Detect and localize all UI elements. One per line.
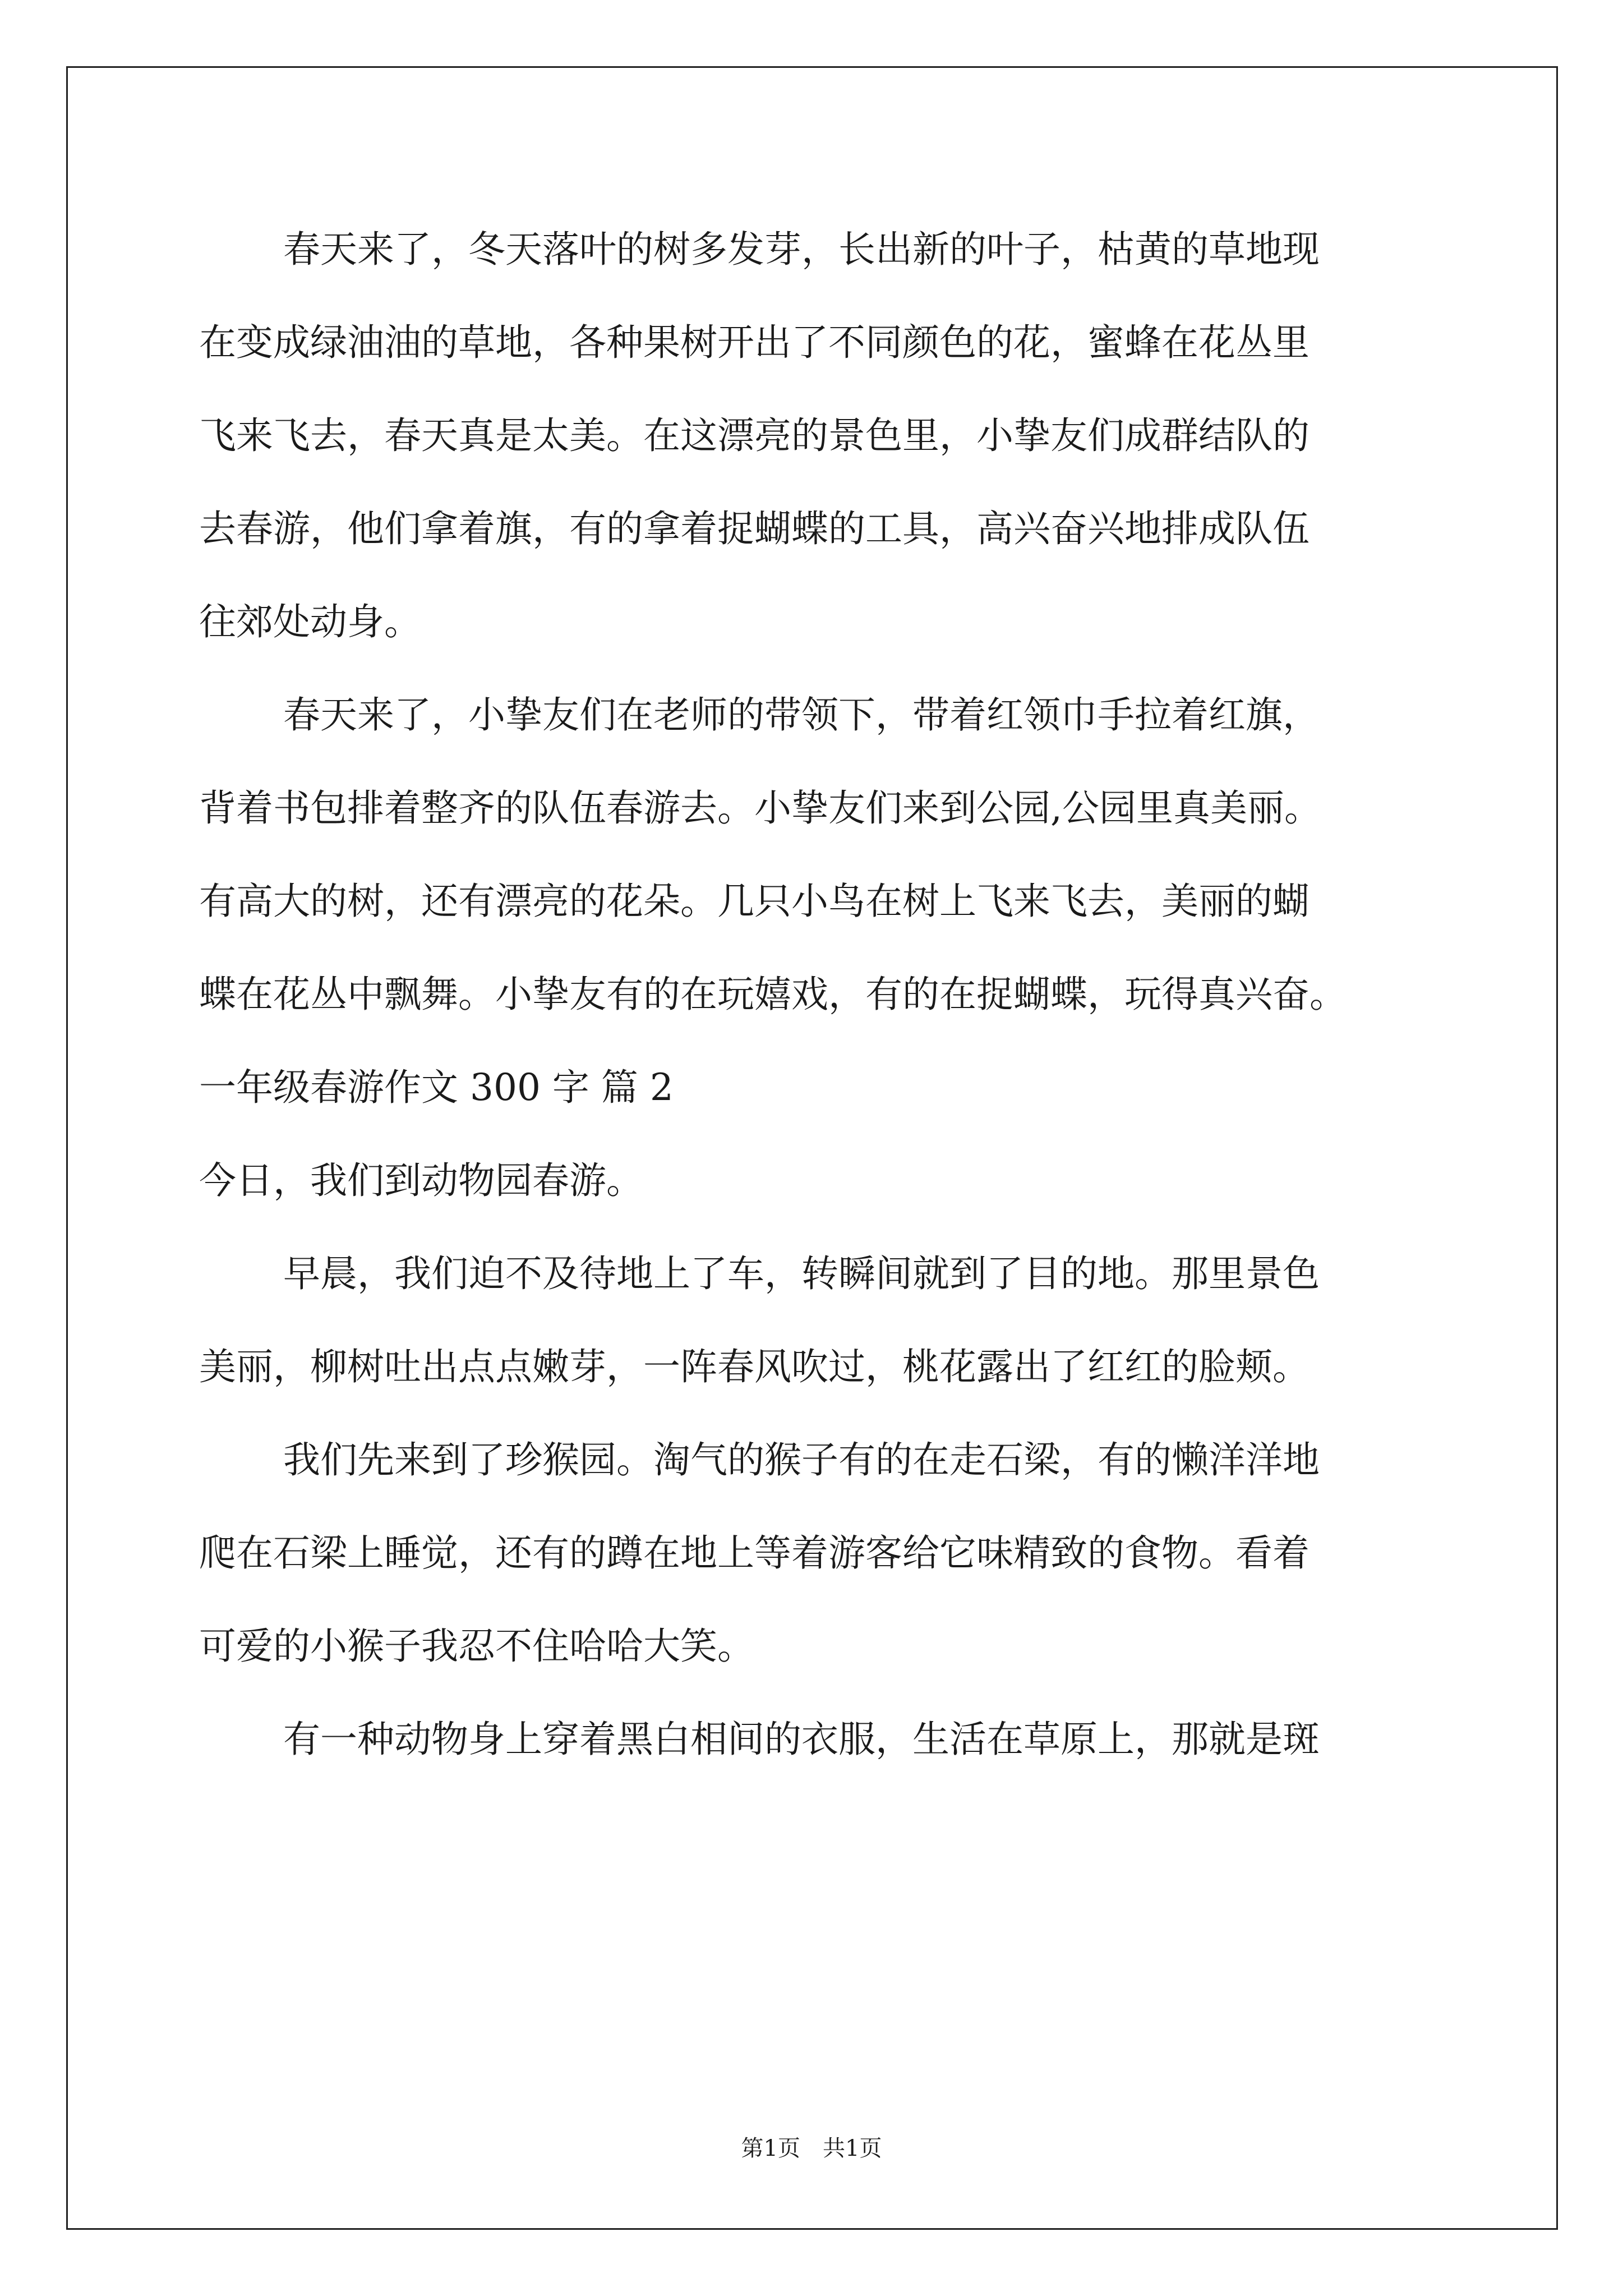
text-line: 春天来了，冬天落叶的树多发芽，长出新的叶子，枯黄的草地现 [283,228,1320,271]
text-line: 飞来飞去，春天真是太美。在这漂亮的景色里，小挚友们成群结队的 [199,414,1310,457]
text-line: 美丽，柳树吐出点点嫩芽，一阵春风吹过，桃花露出了红红的脸颊。 [199,1345,1310,1388]
text-line: 我们先来到了珍猴园。淘气的猴子有的在走石梁，有的懒洋洋地 [283,1438,1320,1481]
text-line: 蝶在花丛中飘舞。小挚友有的在玩嬉戏，有的在捉蝴蝶，玩得真兴奋。 [199,973,1347,1016]
text-line: 爬在石梁上睡觉，还有的蹲在地上等着游客给它味精致的食物。看着 [199,1531,1310,1575]
text-line: 有一种动物身上穿着黑白相间的衣服，生活在草原上，那就是斑 [283,1718,1320,1761]
page-number-total: 共1页 [823,2136,882,2161]
document-body [199,216,1427,1799]
text-line: 往郊处动身。 [199,600,421,643]
text-line: 在变成绿油油的草地，各种果树开出了不同颜色的花，蜜蜂在花丛里 [199,321,1310,364]
page-footer [0,2132,1623,2165]
text-line: 有高大的树，还有漂亮的花朵。几只小鸟在树上飞来飞去，美丽的蝴 [199,880,1310,923]
page-number-current: 第1页 [741,2136,800,2161]
text-line: 春天来了，小挚友们在老师的带领下，带着红领巾手拉着红旗， [283,693,1320,737]
text-line: 可爱的小猴子我忍不住哈哈大笑。 [199,1625,754,1668]
text-line: 去春游，他们拿着旗，有的拿着捉蝴蝶的工具，高兴奋兴地排成队伍 [199,507,1310,550]
text-line: 背着书包排着整齐的队伍春游去。小挚友们来到公园,公园里真美丽。 [199,786,1321,830]
text-line: 今日，我们到动物园春游。 [199,1159,643,1202]
section-heading: 一年级春游作文 300 字 篇 2 [199,1066,674,1109]
text-line: 早晨，我们迫不及待地上了车，转瞬间就到了目的地。那里景色 [283,1252,1320,1295]
